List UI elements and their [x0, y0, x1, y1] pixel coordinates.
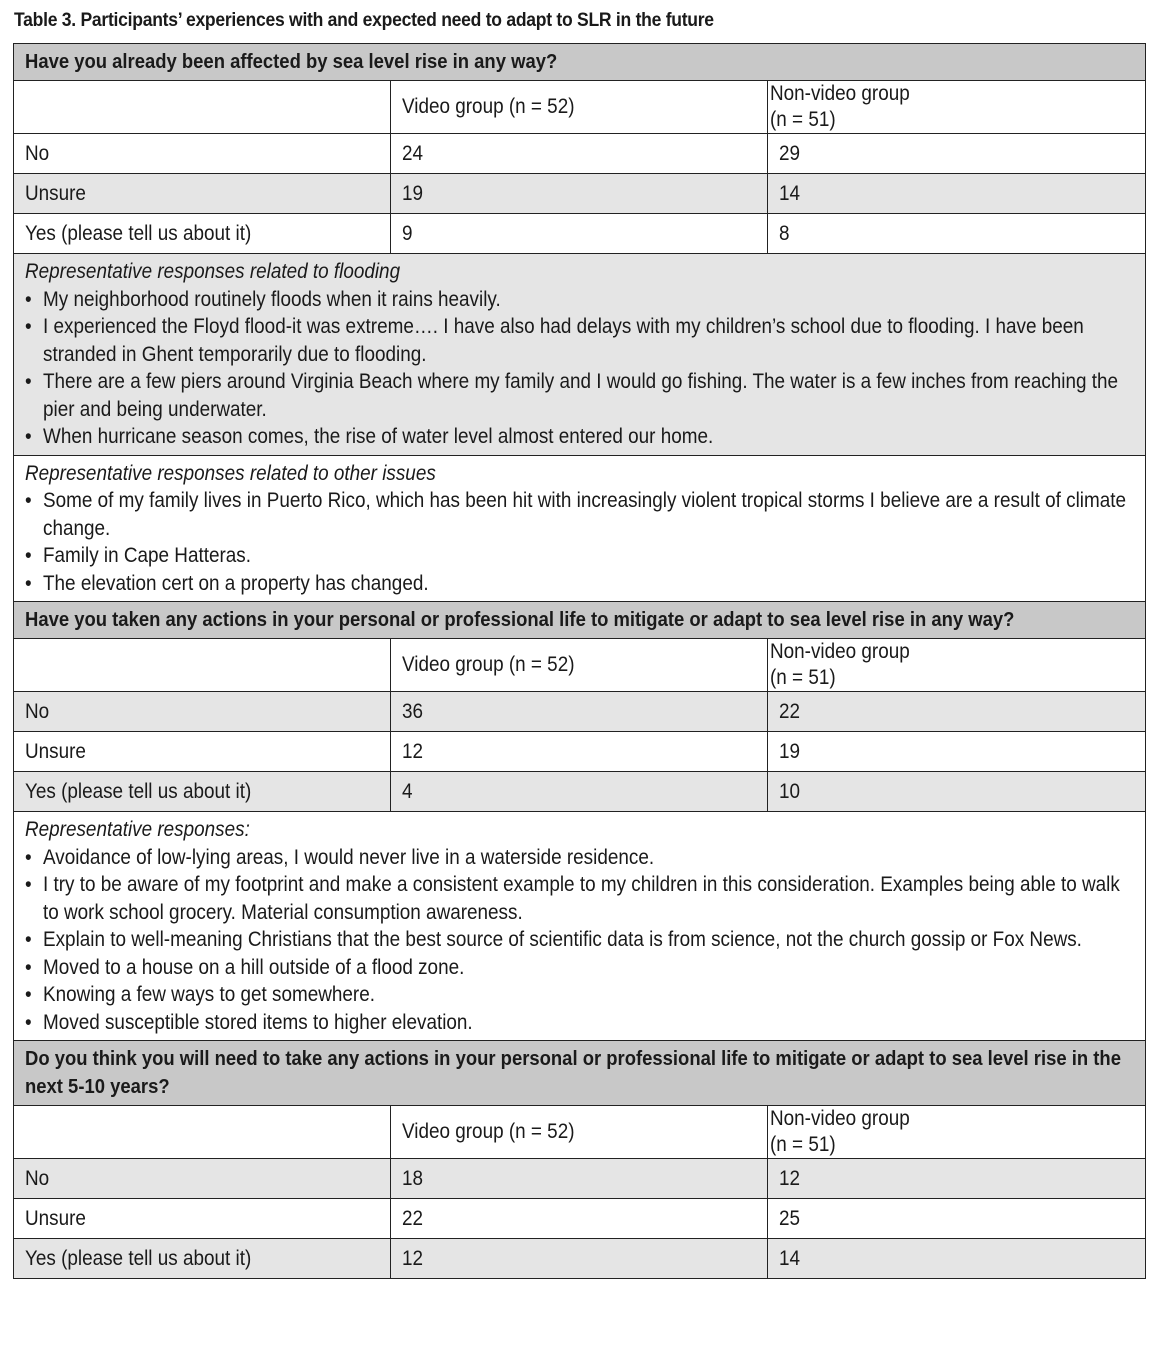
list-item: • My neighborhood routinely floods when it rains heavily.	[25, 287, 501, 311]
list-item: • I experienced the Floyd flood-it was extreme…. I have also had delays with my children’s school due to flooding. I have been stranded in Ghent temporarily due to flooding.	[25, 315, 1084, 366]
table-row	[14, 134, 1146, 174]
question-text: Have you already been affected by sea level rise in any way?	[25, 50, 558, 73]
table-row	[14, 174, 1146, 214]
header-video-group: Video group (n = 52)	[391, 1106, 768, 1159]
responses-title: Representative responses related to flooding	[25, 260, 401, 283]
table-row	[14, 772, 1146, 812]
list-item: • Explain to well-meaning Christians that the best source of scientific data is from science, not the church gossip or Fox News.	[25, 928, 1082, 951]
table-row	[14, 1239, 1146, 1279]
responses-title: Representative responses:	[25, 818, 250, 841]
responses-list	[25, 286, 1133, 451]
video-count: 12	[391, 732, 768, 772]
list-item: • The elevation cert on a property has changed.	[25, 571, 429, 595]
row-label: Yes (please tell us about it)	[14, 772, 391, 812]
question-row	[14, 602, 1146, 639]
header-nonvideo-group: Non-video group (n = 51)	[768, 639, 1146, 692]
header-nonvideo-group: Non-video group (n = 51)	[768, 1106, 1146, 1159]
video-count: 4	[391, 772, 768, 812]
nonvideo-count: 19	[768, 732, 1146, 772]
column-header-row	[14, 639, 1146, 692]
responses-block	[14, 455, 1146, 602]
table-row	[14, 732, 1146, 772]
row-label: No	[14, 692, 391, 732]
video-count: 19	[391, 174, 768, 214]
nonvideo-count: 29	[768, 134, 1146, 174]
row-label: Unsure	[14, 1199, 391, 1239]
question-text: Do you think you will need to take any actions in your personal or professional life to mitigate or adapt to sea level rise in the next 5-10 years?	[25, 1047, 1121, 1098]
question-row	[14, 1041, 1146, 1106]
list-item: • Moved to a house on a hill outside of a flood zone.	[25, 955, 465, 979]
responses-block	[14, 812, 1146, 1041]
video-count: 22	[391, 1199, 768, 1239]
responses-block	[14, 254, 1146, 456]
row-label: Unsure	[14, 732, 391, 772]
nonvideo-count: 8	[768, 214, 1146, 254]
list-item: • I try to be aware of my footprint and make a consistent example to my children in this consideration. Examples being able to walk to work school grocery. Material consumption awareness.	[25, 873, 1120, 924]
list-item: • Some of my family lives in Puerto Rico, which has been hit with increasingly violent tropical storms I believe are a result of climate change.	[25, 489, 1127, 540]
nonvideo-count: 10	[768, 772, 1146, 812]
row-label: Yes (please tell us about it)	[14, 214, 391, 254]
table-caption: Table 3. Participants’ experiences with and expected need to adapt to SLR in the future	[14, 9, 714, 31]
table-row	[14, 692, 1146, 732]
responses-list	[25, 487, 1133, 597]
table-row	[14, 214, 1146, 254]
list-item: • Knowing a few ways to get somewhere.	[25, 983, 375, 1006]
nonvideo-count: 14	[768, 1239, 1146, 1279]
row-label: No	[14, 1159, 391, 1199]
row-label: No	[14, 134, 391, 174]
list-item: • There are a few piers around Virginia Beach where my family and I would go fishing. The water is a few inches from reaching the pier and being underwater.	[25, 370, 1119, 421]
header-empty-cell	[14, 81, 391, 134]
row-label: Yes (please tell us about it)	[14, 1239, 391, 1279]
header-empty-cell	[14, 639, 391, 692]
row-label: Unsure	[14, 174, 391, 214]
video-count: 18	[391, 1159, 768, 1199]
list-item: • When hurricane season comes, the rise of water level almost entered our home.	[25, 425, 714, 448]
table-row	[14, 1199, 1146, 1239]
header-video-group: Video group (n = 52)	[391, 639, 768, 692]
column-header-row	[14, 1106, 1146, 1159]
video-count: 24	[391, 134, 768, 174]
list-item: • Moved susceptible stored items to higher elevation.	[25, 1010, 473, 1034]
header-empty-cell	[14, 1106, 391, 1159]
question-text: Have you taken any actions in your personal or professional life to mitigate or adapt to sea level rise in any way?	[25, 608, 1015, 631]
video-count: 9	[391, 214, 768, 254]
header-video-group: Video group (n = 52)	[391, 81, 768, 134]
list-item: • Avoidance of low-lying areas, I would never live in a waterside residence.	[25, 845, 655, 869]
question-row	[14, 44, 1146, 81]
nonvideo-count: 25	[768, 1199, 1146, 1239]
results-table-body	[14, 44, 1146, 1279]
column-header-row	[14, 81, 1146, 134]
responses-title: Representative responses related to other issues	[25, 461, 436, 485]
responses-list	[25, 844, 1133, 1037]
table-row	[14, 1159, 1146, 1199]
header-nonvideo-group: Non-video group (n = 51)	[768, 81, 1146, 134]
nonvideo-count: 12	[768, 1159, 1146, 1199]
list-item: • Family in Cape Hatteras.	[25, 544, 251, 567]
video-count: 36	[391, 692, 768, 732]
results-table	[13, 43, 1146, 1279]
video-count: 12	[391, 1239, 768, 1279]
nonvideo-count: 14	[768, 174, 1146, 214]
nonvideo-count: 22	[768, 692, 1146, 732]
